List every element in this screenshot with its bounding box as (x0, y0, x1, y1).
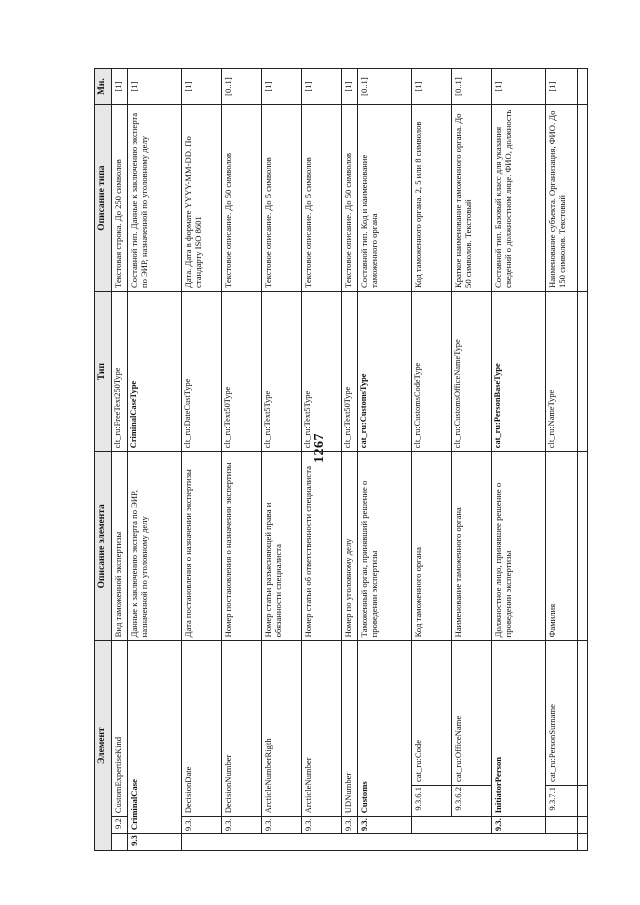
type-name: clt_ru:Text50Type (222, 291, 262, 451)
indent-cell (546, 834, 578, 851)
table-row (546, 69, 578, 851)
type-name: clt_ru:FreeText250Type (112, 291, 128, 451)
row-number: 9.3. (222, 817, 262, 834)
type-description: Краткое наименование таможенного органа. До 50 символов. Текстовый (452, 105, 492, 292)
row-number: 9.3. (358, 817, 412, 834)
type-description: Текстовая строка. До 250 символов (112, 105, 128, 292)
element-name: DecisionNumber (222, 641, 262, 817)
type-description: Текстовое описание. До 50 символов (222, 105, 262, 292)
type-description: Составной тип. Код и наименование таможенного органа (358, 105, 412, 292)
type-name: clt_ru:Text5Type (302, 291, 342, 451)
multiplicity: [1] (302, 69, 342, 105)
indent-cell (302, 834, 342, 851)
empty-cell (578, 785, 588, 816)
type-name: clt_ru:Text50Type (342, 291, 358, 451)
indent-cell (452, 817, 492, 834)
element-name: CustomExpertiseKind (112, 641, 128, 817)
element-name: cat_ru:OfficeName (452, 641, 492, 786)
element-name: cat_ru:PersonSurname (546, 641, 578, 786)
empty-cell (578, 817, 588, 834)
element-description: Данные к заключению эксперта по ЭИР, назначенной по уголовному делу (128, 452, 182, 641)
element-description: Код таможенного органа (412, 452, 452, 641)
row-number: 9.3.6.1 (412, 785, 452, 816)
element-description: Фамилия (546, 452, 578, 641)
table-row (302, 69, 342, 851)
table-row (452, 69, 492, 851)
element-description: Наименование таможенного органа (452, 452, 492, 641)
page-number: 1267 (312, 433, 327, 463)
type-name: clt_ru:CustomsOfficeNameType (452, 291, 492, 451)
multiplicity: [1] (112, 69, 128, 105)
element-description: Вид таможенной экспертизы (112, 452, 128, 641)
element-name: ArcticleNumber (302, 641, 342, 817)
element-description: Таможенный орган, принявший решение о проведении экспертизы (358, 452, 412, 641)
type-description: Текстовое описание. До 5 символов (262, 105, 302, 292)
multiplicity: [0..1] (358, 69, 412, 105)
empty-cell (578, 291, 588, 451)
indent-cell (112, 834, 128, 851)
type-name: clt_ru:CustomsCodeType (412, 291, 452, 451)
type-name: clt_ru:DateCustType (182, 291, 222, 451)
element-name: CriminalCase (128, 641, 182, 834)
multiplicity: [1] (492, 69, 546, 105)
table-row (182, 69, 222, 851)
multiplicity: [1] (546, 69, 578, 105)
table-row (342, 69, 358, 851)
empty-cell (578, 641, 588, 786)
header-type: Тип (95, 291, 112, 451)
element-name: ArcticleNumberRigth (262, 641, 302, 817)
type-description: Составной тип. Данные к заключению эксперта по ЭИР, назначенной по уголовному делу (128, 105, 182, 292)
table-viewport (94, 68, 568, 851)
indent-cell (262, 834, 302, 851)
row-number: 9.2 (112, 817, 128, 834)
indent-cell (546, 817, 578, 834)
element-description: Дата постановления о назначении экспертизы (182, 452, 222, 641)
empty-cell (578, 105, 588, 292)
type-description: Дата. Дата в формате YYYY-MM-DD. По стандарту ISO 8601 (182, 105, 222, 292)
table-row (358, 69, 412, 851)
table-row (112, 69, 128, 851)
multiplicity: [1] (412, 69, 452, 105)
header-element-description: Описание элемента (95, 452, 112, 641)
type-description: Текстовое описание. До 50 символов (342, 105, 358, 292)
type-description: Текстовое описание. До 5 символов (302, 105, 342, 292)
type-description: Наименование субъекта. Организация, ФИО. До 150 символов. Текстовый (546, 105, 578, 292)
row-number: 9.3.7.1 (546, 785, 578, 816)
header-multiplicity: Мн. (95, 69, 112, 105)
type-description: Код таможенного органа. 2, 5 или 8 символов (412, 105, 452, 292)
header-element: Элемент (95, 641, 112, 851)
element-name: DecisionDate (182, 641, 222, 817)
row-number: 9.3.6.2 (452, 785, 492, 816)
indent-cell (412, 834, 452, 851)
table-header-row (95, 69, 112, 851)
element-description: Номер постановления о назначении экспертизы (222, 452, 262, 641)
element-name: cat_ru:Code (412, 641, 452, 786)
table-body (112, 69, 588, 851)
indent-cell (452, 834, 492, 851)
indent-cell (358, 834, 412, 851)
row-number: 9.3. (302, 817, 342, 834)
multiplicity: [1] (262, 69, 302, 105)
multiplicity: [0..1] (452, 69, 492, 105)
row-number: 9.3. (492, 817, 546, 834)
element-description: Номер статьи об ответственности специалиста (302, 452, 342, 641)
multiplicity: [1] (182, 69, 222, 105)
empty-cell (578, 834, 588, 851)
empty-cell (578, 452, 588, 641)
empty-cell (578, 69, 588, 105)
indent-cell (182, 834, 222, 851)
table-rotator (94, 68, 568, 851)
multiplicity: [0..1] (222, 69, 262, 105)
schema-table (94, 68, 588, 851)
element-name: UDNumber (342, 641, 358, 817)
row-number: 9.3. (262, 817, 302, 834)
type-name: clt_ru:NameType (546, 291, 578, 451)
multiplicity: [1] (128, 69, 182, 105)
type-name: cat_ru:PersonBaseType (492, 291, 546, 451)
element-name: InitiatorPerson (492, 641, 546, 817)
indent-cell (342, 834, 358, 851)
type-name: CriminalCaseType (128, 291, 182, 451)
indent-cell (492, 834, 546, 851)
type-name: clt_ru:Text5Type (262, 291, 302, 451)
table-row (222, 69, 262, 851)
element-name: Customs (358, 641, 412, 817)
type-name: cat_ru:CustomsType (358, 291, 412, 451)
row-number: 9.3 (128, 834, 182, 851)
table-row (262, 69, 302, 851)
table-row-empty (578, 69, 588, 851)
table-row (128, 69, 182, 851)
indent-cell (222, 834, 262, 851)
indent-cell (412, 817, 452, 834)
multiplicity: [1] (342, 69, 358, 105)
header-type-description: Описание типа (95, 105, 112, 292)
row-number: 9.3. (182, 817, 222, 834)
type-description: Составной тип. Базовый класс для указания сведений о должностном лице. ФИО, должность (492, 105, 546, 292)
table-row (412, 69, 452, 851)
element-description: Номер по уголовному делу (342, 452, 358, 641)
row-number: 9.3. (342, 817, 358, 834)
element-description: Номер статьи разъясняющей права и обязанности специалиста (262, 452, 302, 641)
table-row (492, 69, 546, 851)
element-description: Должностное лицо, принявшее решение о проведении экспертизы (492, 452, 546, 641)
